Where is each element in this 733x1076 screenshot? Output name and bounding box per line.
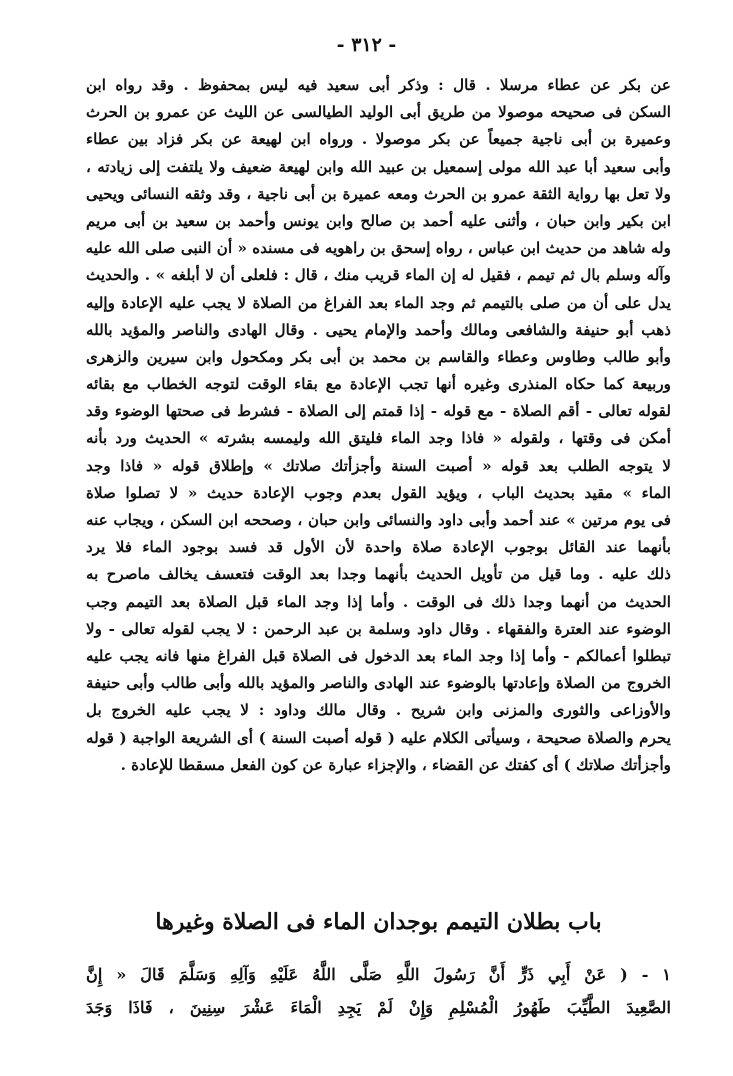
text-line: ذهب أبو حنيفة والشافعى ومالك وأحمد والإمام يحيى . وقال الهادى والناصر والمؤيد بالله: [86, 320, 671, 339]
hadith-line: الصَّعِيدَ الطَّيِّبَ طَهُورُ الْمُسْلِمِ وَإِنْ لَمْ يَجِدِ الْمَاءَ عَشْرَ سِنِينَ ، فَاذَا وَجَدَ: [86, 998, 671, 1017]
commentary-text: [86, 72, 671, 779]
text-line: ابن بكير وابن حبان ، وأثنى عليه أحمد بن صالح وابن يونس وأحمد بن سعيد بن أبى مريم: [86, 211, 671, 230]
text-line: وأبو طالب وطاوس وعطاء والقاسم بن محمد بن أبى بكر ومكحول وابن سيرين والزهرى: [86, 347, 671, 366]
text-line: يدل على أن من صلى بالتيمم ثم وجد الماء بعد الفراغ من الصلاة لا يجب عليه الإعادة وإليه: [86, 293, 671, 312]
text-line: وله شاهد من حديث ابن عباس ، رواه إسحق بن راهويه فى مسنده « أن النبى صلى الله عليه: [86, 239, 671, 258]
text-line: وعميرة بن أبى ناجية جميعاً عن بكر موصولا . ورواه ابن لهيعة عن بكر فزاد بين عطاء: [86, 130, 671, 149]
text-line: تبطلوا أعمالكم - وأما إذا وجد الماء بعد الدخول فى الصلاة قبل الفراغ منها فانه يجب عليه: [86, 646, 671, 665]
chapter-title: باب بطلان التيمم بوجدان الماء فى الصلاة وغيرها: [155, 909, 602, 935]
text-line: وآله وسلم بال ثم تيمم ، فقيل له إن الماء قريب منك ، قال : فلعلى أن لا أبلغه » . والحديث: [86, 266, 671, 285]
text-line: لا يتوجه الطلب بعد قوله « أصبت السنة وأجزأتك صلاتك » وإطلاق قوله « فاذا وجد: [86, 456, 671, 475]
text-line: يحرم والصلاة صحيحة ، وسيأتى الكلام عليه ( قوله أصبت السنة ) أى الشريعة الواجبة ( قوله: [86, 728, 671, 747]
text-line: الخروج من الصلاة وإعادتها بالوضوء عند الهادى والناصر والمؤيد بالله وأبى طالب وأبى حنيفة: [86, 674, 671, 693]
text-line: وأجزأتك صلاتك ) أى كفتك عن القضاء ، والإجزاء عبارة عن كون الفعل مسقطا للإعادة .: [120, 755, 671, 774]
text-line: لقوله تعالى - أقم الصلاة - مع قوله - إذا قمتم إلى الصلاة - فشرط فى صحتها الوضوء وقد: [86, 402, 671, 421]
text-line: ذلك عليه . وما قيل من تأويل الحديث بأنهما وجدا بعد الوقت فتعسف يخالف ماصرح به: [86, 565, 671, 584]
text-line: عن بكر عن عطاء مرسلا . قال : وذكر أبى سعيد فيه ليس بمحفوظ . وقد رواه ابن: [86, 76, 671, 94]
hadith-line: ١ - ( عَنْ أَبِي ذَرٍّ أَنَّ رَسُولَ اللَّهِ صَلَّى اللَّهُ عَلَيْهِ وَآلِهِ وَسَلَّمَ قَالَ « إِنَّ: [86, 965, 671, 984]
text-line: ولا تعل بها رواية الثقة عمرو بن الحرث ومعه عميرة بن أبى ناجية ، وقد وثقه النسائى ويحيى: [86, 184, 671, 203]
text-line: أمكن فى وقتها ، ولقوله « فاذا وجد الماء فليتق الله وليمسه بشرته » الحديث ورد بأنه: [86, 429, 671, 448]
page-number: - ٣١٢ -: [336, 34, 397, 56]
text-line: الحديث من أنهما وجدا ذلك فى الوقت . وأما إذا وجد الماء قبل الصلاة بعد التيمم وجب: [86, 592, 671, 611]
text-line: والأوزاعى والثورى والمزنى وابن شريح . وقال مالك وداود : لا يجب عليه الخروج بل: [86, 701, 671, 720]
text-line: الماء » مقيد بحديث الباب ، ويؤيد القول بعدم وجوب الإعادة حديث « لا تصلوا صلاة: [86, 483, 671, 502]
hadith-text: [86, 958, 671, 1024]
text-line: وأبى سعيد أبا عبد الله مولى إسمعيل بن عبيد الله وابن لهيعة ضعيف ولا يلتفت إلى زيادته ،: [86, 157, 671, 176]
text-line: وربيعة كما حكاه المنذرى وغيره أنها تجب الإعادة مع بقاء الوقت لتوجه الخطاب مع بقائه: [86, 375, 671, 394]
text-line: فى يوم مرتين » عند أحمد وأبى داود والنسائى وابن حبان ، وصححه ابن السكن ، ويجاب عنه: [86, 511, 671, 529]
text-line: الوضوء عند العترة والفقهاء . وقال داود وسلمة بن عبد الرحمن : لا يجب لقوله تعالى - ولا: [86, 619, 671, 638]
text-line: السكن فى صحيحه موصولا من طريق أبى الوليد الطيالسى عن الليث عن عمرو بن الحرث: [86, 103, 671, 122]
text-line: بأنهما عند القائل بوجوب الإعادة صلاة واحدة لأن الأول قد فسد بوجود الماء فلا يرد: [86, 538, 671, 557]
